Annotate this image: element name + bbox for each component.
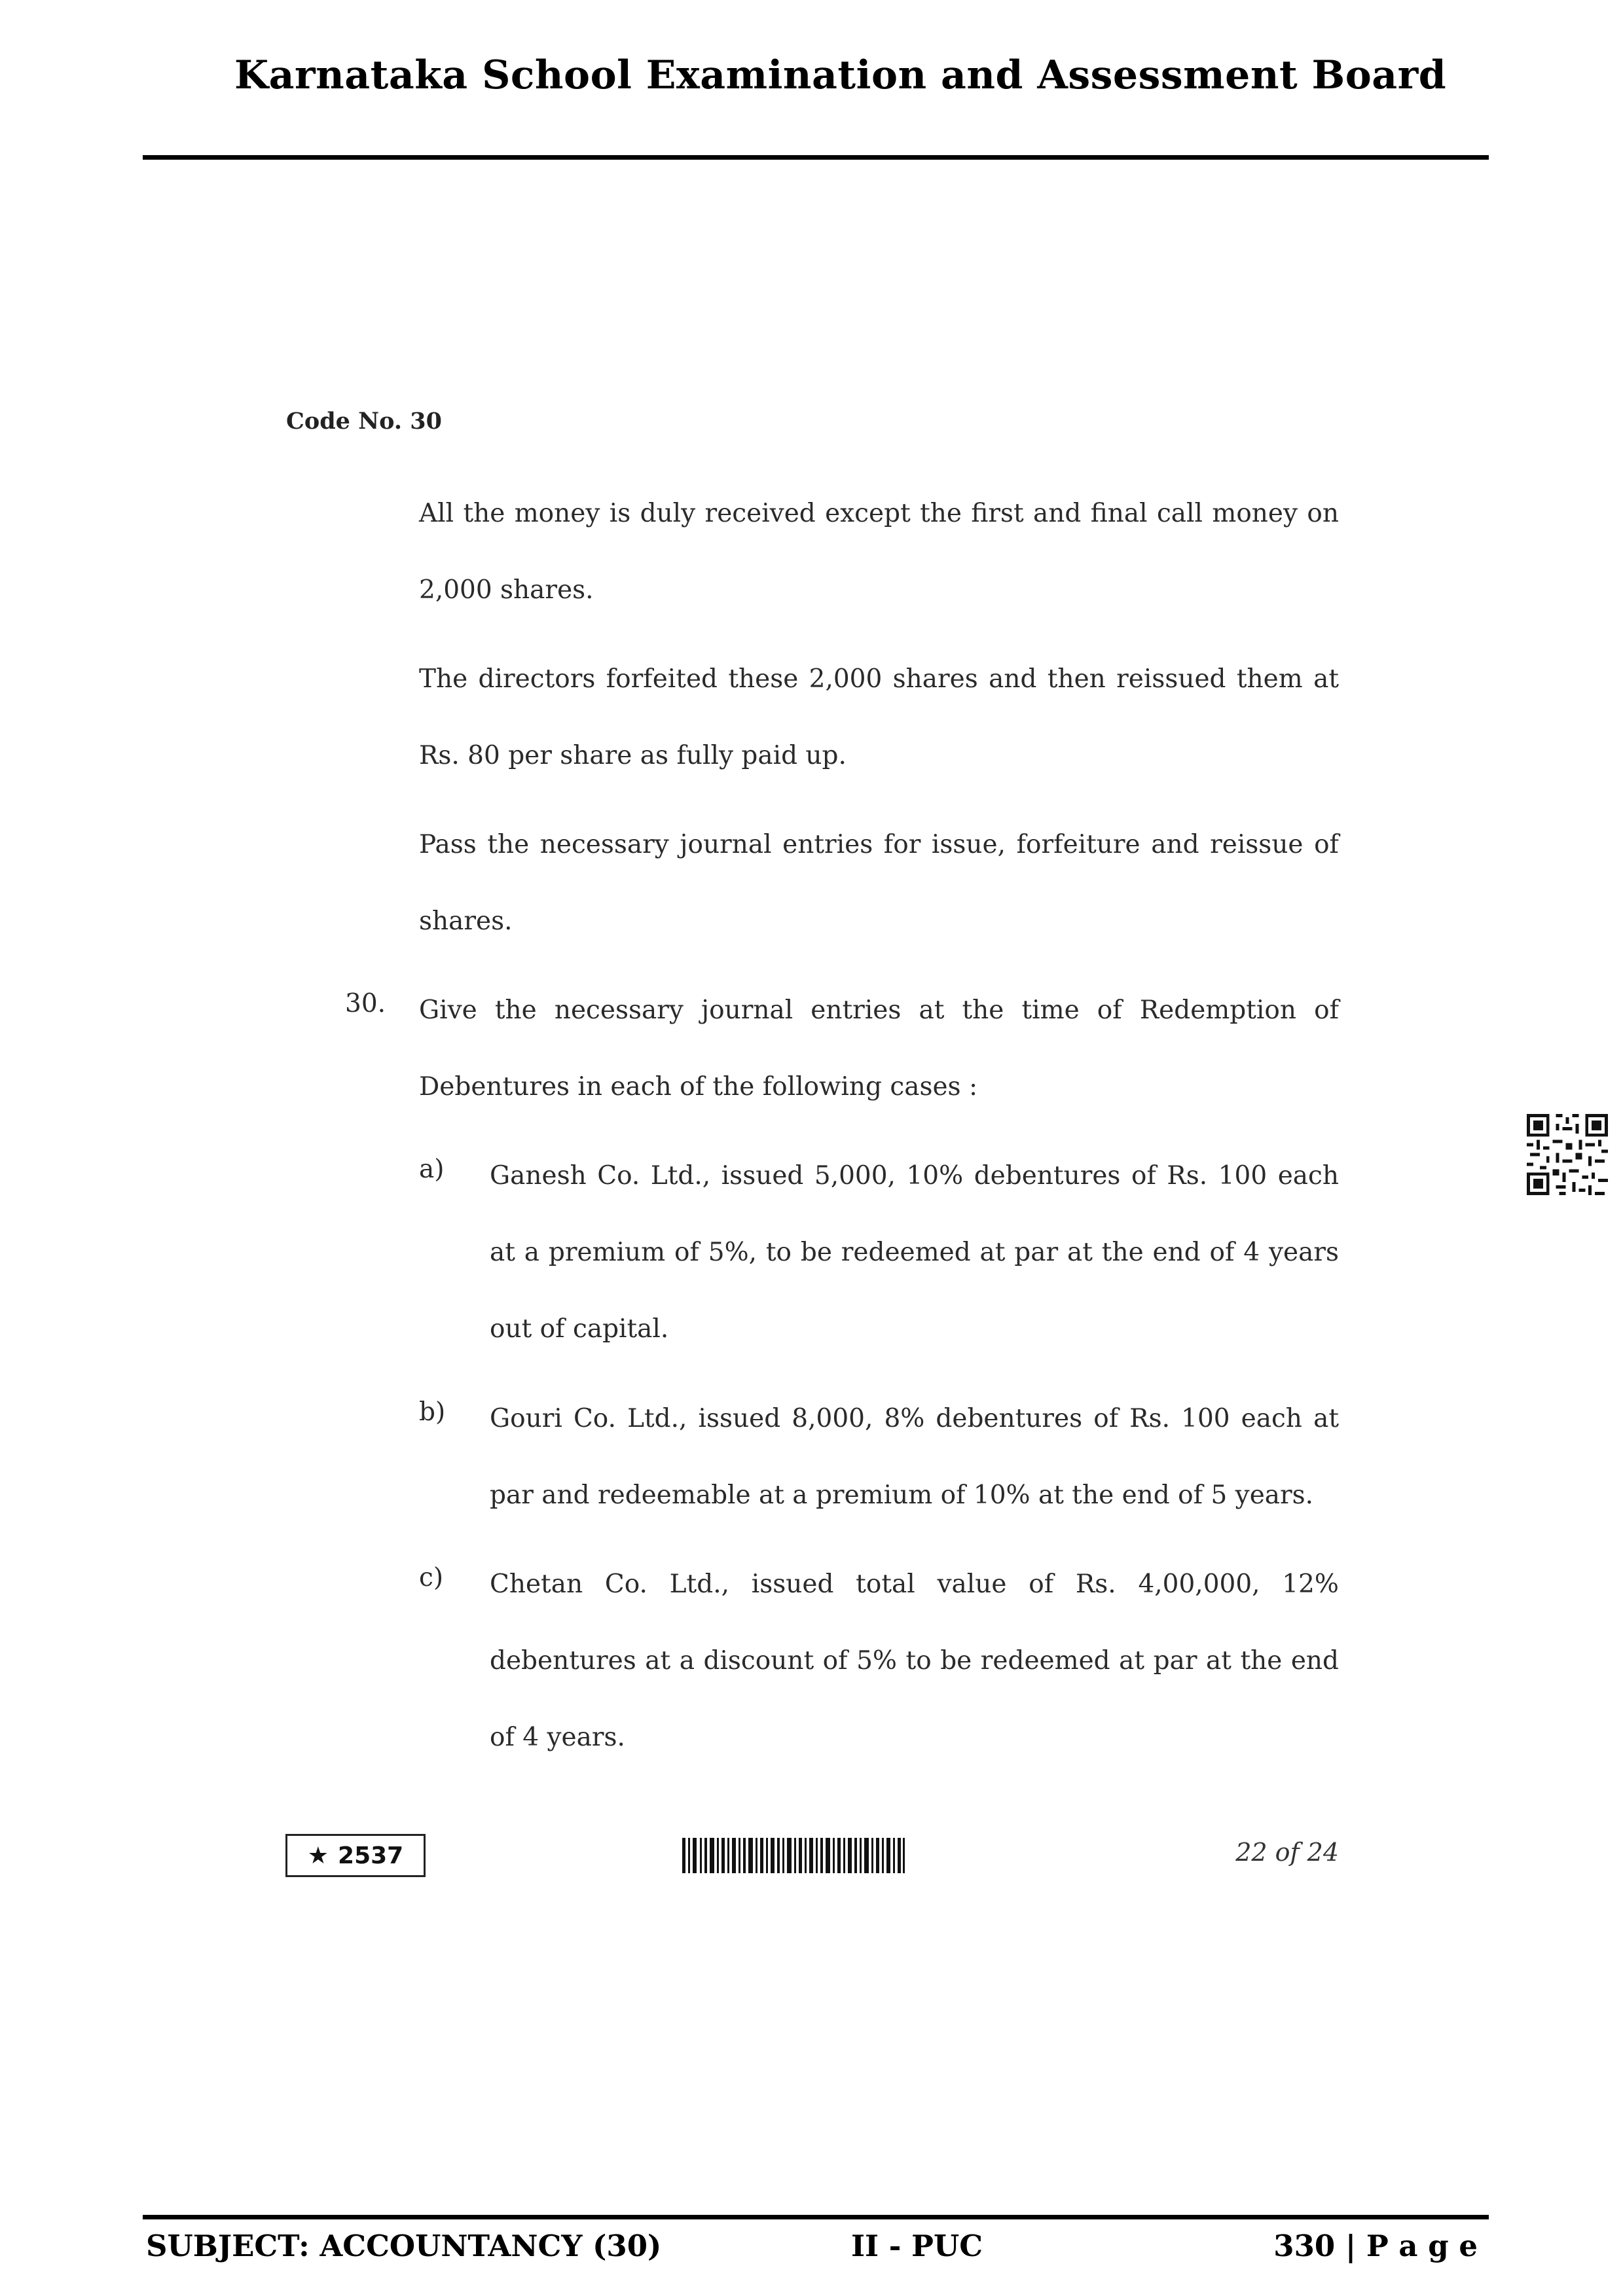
- footer-page-number: 330 | P a g e: [1273, 2229, 1478, 2263]
- case-b-label: b): [419, 1397, 446, 1427]
- qr-code: [1527, 1114, 1608, 1195]
- code-number: Code No. 30: [286, 408, 442, 435]
- footer-subject: SUBJECT: ACCOUNTANCY (30): [146, 2229, 662, 2263]
- case-a-text: Ganesh Co. Ltd., issued 5,000, 10% debentures of Rs. 100 each at a premium of 5%, to be redeemed at par at the end of 4 years out of capital.: [490, 1161, 1339, 1344]
- page-count: 22 of 24: [1235, 1838, 1339, 1867]
- paper-code: 2537: [338, 1842, 404, 1869]
- footer-divider: [143, 2215, 1489, 2219]
- case-a-label: a): [419, 1155, 445, 1184]
- case-c-label: c): [419, 1563, 444, 1592]
- paragraph-call-money: All the money is duly received except the first and final call money on 2,000 shares.: [419, 499, 1339, 605]
- paragraph-instruction: Pass the necessary journal entries for issue, forfeiture and reissue of shares.: [419, 830, 1339, 936]
- case-c-text: Chetan Co. Ltd., issued total value of Rs. 4,00,000, 12% debentures at a discount of 5% to be redeemed at par at the end of 4 years.: [490, 1570, 1339, 1752]
- case-b-text: Gouri Co. Ltd., issued 8,000, 8% debentures of Rs. 100 each at par and redeemable at a premium of 10% at the end of 5 years.: [490, 1404, 1339, 1510]
- header-divider: [143, 155, 1489, 160]
- paragraph-forfeiture: The directors forfeited these 2,000 shares and then reissued them at Rs. 80 per share as fully paid up.: [419, 664, 1339, 770]
- question-text: Give the necessary journal entries at the time of Redemption of Debentures in each of the following cases :: [419, 996, 1339, 1102]
- footer-class: II - PUC: [851, 2229, 983, 2263]
- barcode: [682, 1838, 905, 1873]
- page-title: Karnataka School Examination and Assessment Board: [234, 52, 1447, 98]
- star-icon: ★: [307, 1842, 329, 1869]
- paper-code-box: [285, 1834, 426, 1877]
- question-number: 30.: [345, 989, 386, 1018]
